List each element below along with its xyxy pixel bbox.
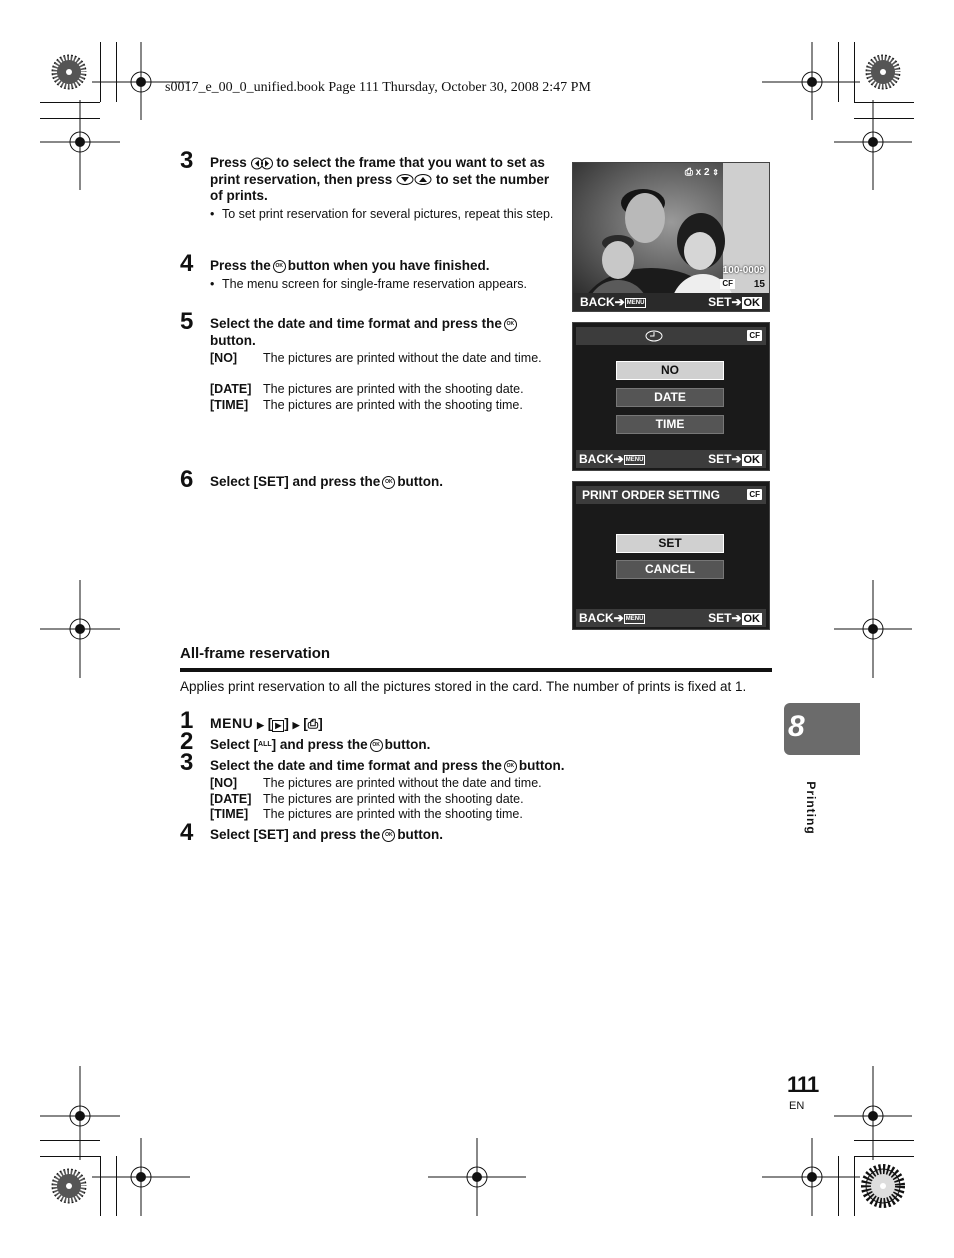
camera-screen-print-order (572, 481, 770, 630)
arrow-right-icon: ▶ (292, 720, 300, 730)
language-code: EN (789, 1100, 805, 1112)
ok-icon: OK (743, 296, 760, 309)
option-no: [NO] The pictures are printed without the date and time. (210, 351, 542, 365)
step-number: 1 (180, 707, 194, 734)
all-option-date: [DATE] The pictures are printed with the shooting date. (210, 792, 524, 806)
step-3-bullet: • To set print reservation for several pictures, repeat this step. (210, 207, 554, 221)
step-number: 4 (180, 250, 194, 277)
ok-button-icon: OK (504, 760, 517, 773)
all-step-4-text: Select [SET] and press the OK button. (210, 827, 444, 842)
step-4-bullet: • The menu screen for single-frame reservation appears. (210, 277, 528, 291)
all-step-1-text: MENU ▶ [ ▶ ] ▶ [⎙] (210, 715, 323, 731)
step-number: 6 (180, 466, 194, 493)
all-step-2-text: Select [ALL] and press the OK button. (210, 737, 431, 752)
book-info-line: s0017_e_00_0_unified.book Page 111 Thursday, October 30, 2008 2:47 PM (165, 80, 591, 95)
step-6-text: Select [SET] and press the OK button. (210, 474, 444, 489)
cancel-button[interactable]: CANCEL (616, 560, 724, 579)
clock-icon (645, 330, 663, 342)
ok-button-icon: OK (504, 318, 517, 331)
section-title: All-frame reservation (180, 645, 331, 662)
step-5-text: Select the date and time format and press the OK button. (210, 316, 555, 349)
print-count: ⎙ x 2 ⇕ (684, 167, 719, 178)
ok-button-icon: OK (273, 260, 286, 273)
playback-icon: ▶ (272, 720, 284, 732)
cf-card-icon: CF (749, 331, 760, 340)
section-intro: Applies print reservation to all the pictures stored in the card. The number of prints is fixed at 1. (180, 679, 747, 694)
option-date: [DATE] The pictures are printed with the shooting date. (210, 382, 524, 396)
screen-footer: BACK➔ MENU SET➔ OK (573, 293, 769, 311)
screen-header (576, 327, 766, 345)
step-3-text: Press to select the frame that you want to set as print reservation, then press to set the number of prints. (210, 155, 550, 203)
chapter-tab (784, 703, 860, 755)
option-date-button[interactable]: DATE (616, 388, 724, 407)
print-icon: ⎙ (684, 167, 693, 178)
option-no-button[interactable]: NO (616, 361, 724, 380)
option-time: [TIME] The pictures are printed with the shooting time. (210, 398, 523, 412)
section-rule (180, 668, 772, 672)
step-number: 3 (180, 749, 194, 776)
cf-card-icon: CF (722, 279, 733, 288)
all-print-icon: ALL (258, 741, 272, 749)
page-number: 111 (787, 1072, 819, 1097)
up-down-arrow-icon (396, 174, 432, 185)
step-number: 3 (180, 147, 194, 174)
screen-footer: BACK➔ MENU SET➔ OK (576, 609, 766, 627)
step-number: 5 (180, 308, 194, 335)
all-option-no: [NO] The pictures are printed without the date and time. (210, 776, 542, 790)
up-down-icon: ⇕ (712, 168, 719, 177)
print-icon: ⎙ (307, 716, 319, 731)
cf-card-icon: CF (749, 490, 760, 499)
screen-header (576, 486, 766, 504)
all-option-time: [TIME] The pictures are printed with the shooting time. (210, 807, 523, 821)
ok-icon: OK (743, 453, 760, 466)
left-right-arrow-icon (251, 157, 273, 170)
step-number: 2 (180, 728, 194, 755)
screen-title: PRINT ORDER SETTING (582, 488, 721, 502)
arrow-right-icon: ▶ (257, 720, 264, 730)
screen-footer: BACK➔ MENU SET➔ OK (576, 450, 766, 468)
all-step-3-text: Select the date and time format and press the OK button. (210, 758, 565, 773)
camera-screen-photo (572, 162, 770, 312)
menu-icon: MENU (626, 299, 645, 306)
set-button[interactable]: SET (616, 534, 724, 553)
menu-icon: MENU (625, 615, 644, 622)
camera-screen-date-format (572, 322, 770, 471)
menu-icon: MENU (625, 456, 644, 463)
ok-button-icon: OK (382, 476, 395, 489)
step-number: 4 (180, 819, 194, 846)
ok-icon: OK (743, 612, 760, 625)
menu-label: MENU (210, 715, 254, 731)
file-number: 100-0009 (722, 265, 765, 276)
option-time-button[interactable]: TIME (616, 415, 724, 434)
family-photo (573, 163, 769, 311)
ok-button-icon: OK (382, 829, 395, 842)
chapter-label: Printing (804, 781, 818, 835)
frame-number: 15 (753, 279, 765, 290)
step-4-text: Press the OK button when you have finished. (210, 258, 490, 273)
ok-button-icon: OK (370, 739, 383, 752)
chapter-number: 8 (788, 710, 805, 743)
